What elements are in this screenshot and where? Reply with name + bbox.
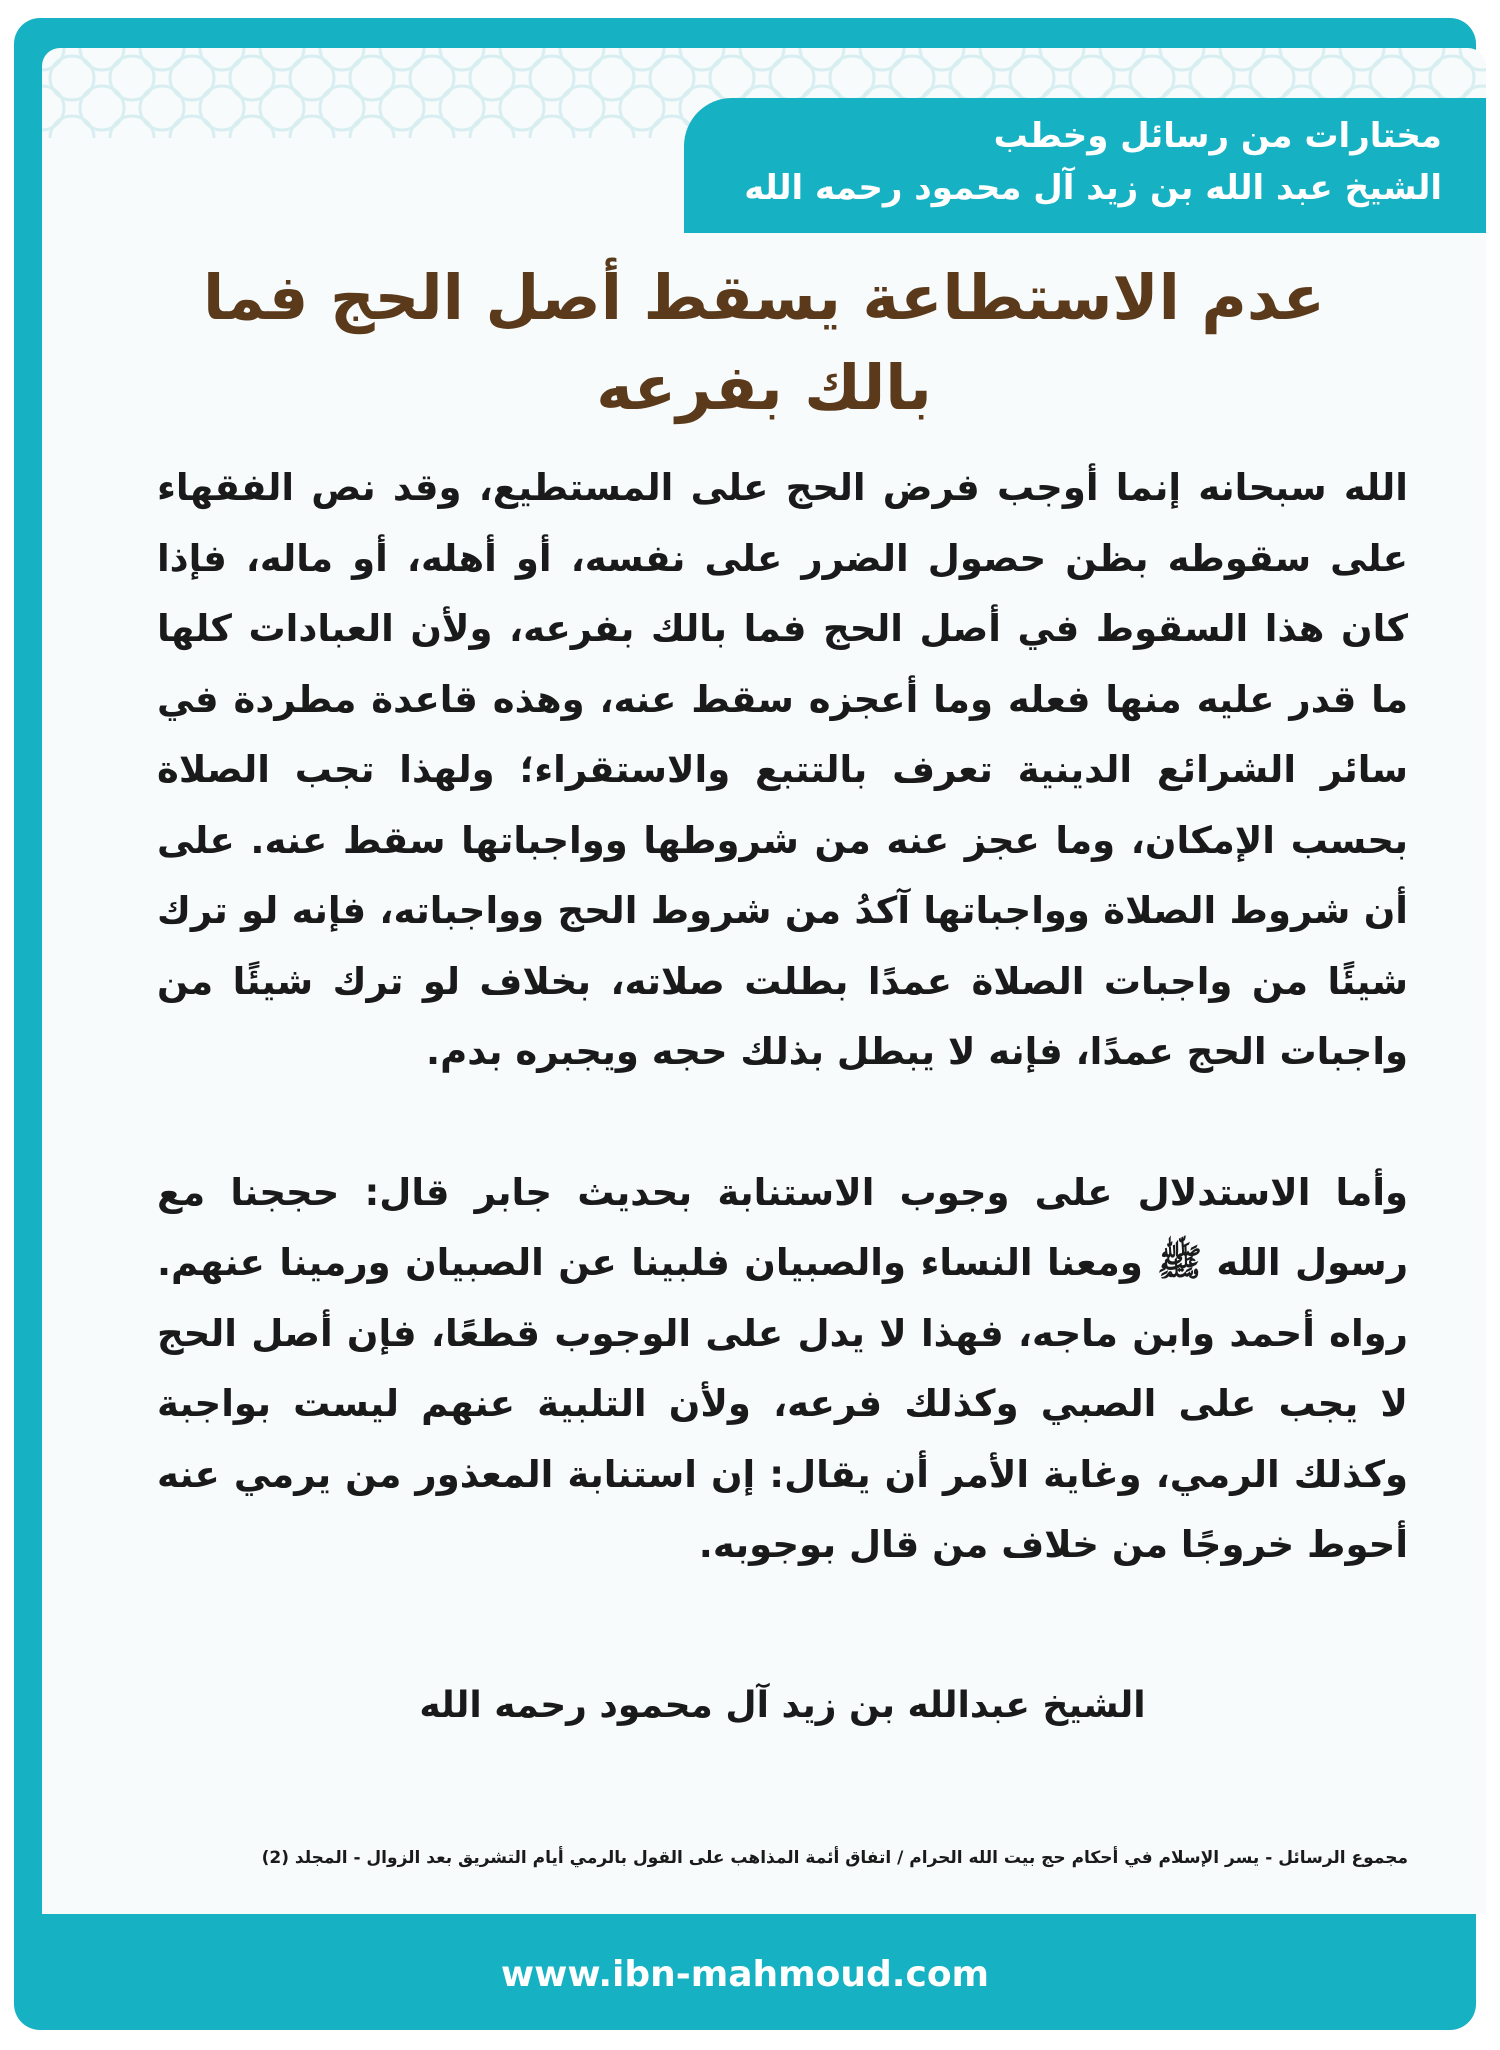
header-text: [744, 110, 1442, 214]
page-frame: [14, 18, 1476, 2030]
article-body: [157, 453, 1408, 1581]
paragraph-2: وأما الاستدلال على وجوب الاستنابة بحديث جابر قال: حججنا مع رسول الله ﷺ ومعنا النساء والصبيان فلبينا عن الصبيان ورمينا عنهم. رواه أحمد وابن ماجه، فهذا لا يدل على الوجوب قطعًا، فإن أصل الحج لا يجب على الصبي وكذلك فرعه، ولأن التلبية عنهم ليست بواجبة وكذلك الرمي، وغاية الأمر أن يقال: إن استنابة المعذور من يرمي عنه أحوط خروجًا من خلاف من قال بوجوبه.: [157, 1170, 1408, 1566]
article-title: عدم الاستطاعة يسقط أصل الحج فما بالك بفرعه: [202, 261, 1326, 424]
author-signature: الشيخ عبدالله بن زيد آل محمود رحمه الله: [419, 1685, 1146, 1726]
paragraph-1: الله سبحانه إنما أوجب فرض الحج على المستطيع، وقد نص الفقهاء على سقوطه بظن حصول الضرر على نفسه، أو أهله، أو ماله، فإذا كان هذا السقوط في أصل الحج فما بالك بفرعه، ولأن العبادات كلها ما قدر عليه منها فعله وما أعجزه سقط عنه، وهذه قاعدة مطردة في سائر الشرائع الدينية تعرف بالتتبع والاستقراء؛ ولهذا تجب الصلاة بحسب الإمكان، وما عجز عنه من شروطها وواجباتها سقط عنه. على أن شروط الصلاة وواجباتها آكدُ من شروط الحج وواجباته، فإنه لو ترك شيئًا من واجبات الصلاة عمدًا بطلت صلاته، بخلاف لو ترك شيئًا من واجبات الحج عمدًا، فإنه لا يبطل بذلك حجه ويجبره بدم.: [157, 466, 1408, 1073]
header-ribbon: [684, 98, 1486, 233]
website-link[interactable]: www.ibn-mahmoud.com: [500, 1954, 990, 1995]
header-line-1: مختارات من رسائل وخطب: [993, 116, 1442, 156]
header-line-2: الشيخ عبد الله بن زيد آل محمود رحمه الله: [744, 168, 1442, 208]
content-panel: [42, 48, 1486, 1914]
source-citation: مجموع الرسائل - يسر الإسلام في أحكام حج بيت الله الحرام / اتفاق أئمة المذاهب على القول بالرمي أيام التشريق بعد الزوال - المجلد (2): [261, 1848, 1408, 1868]
